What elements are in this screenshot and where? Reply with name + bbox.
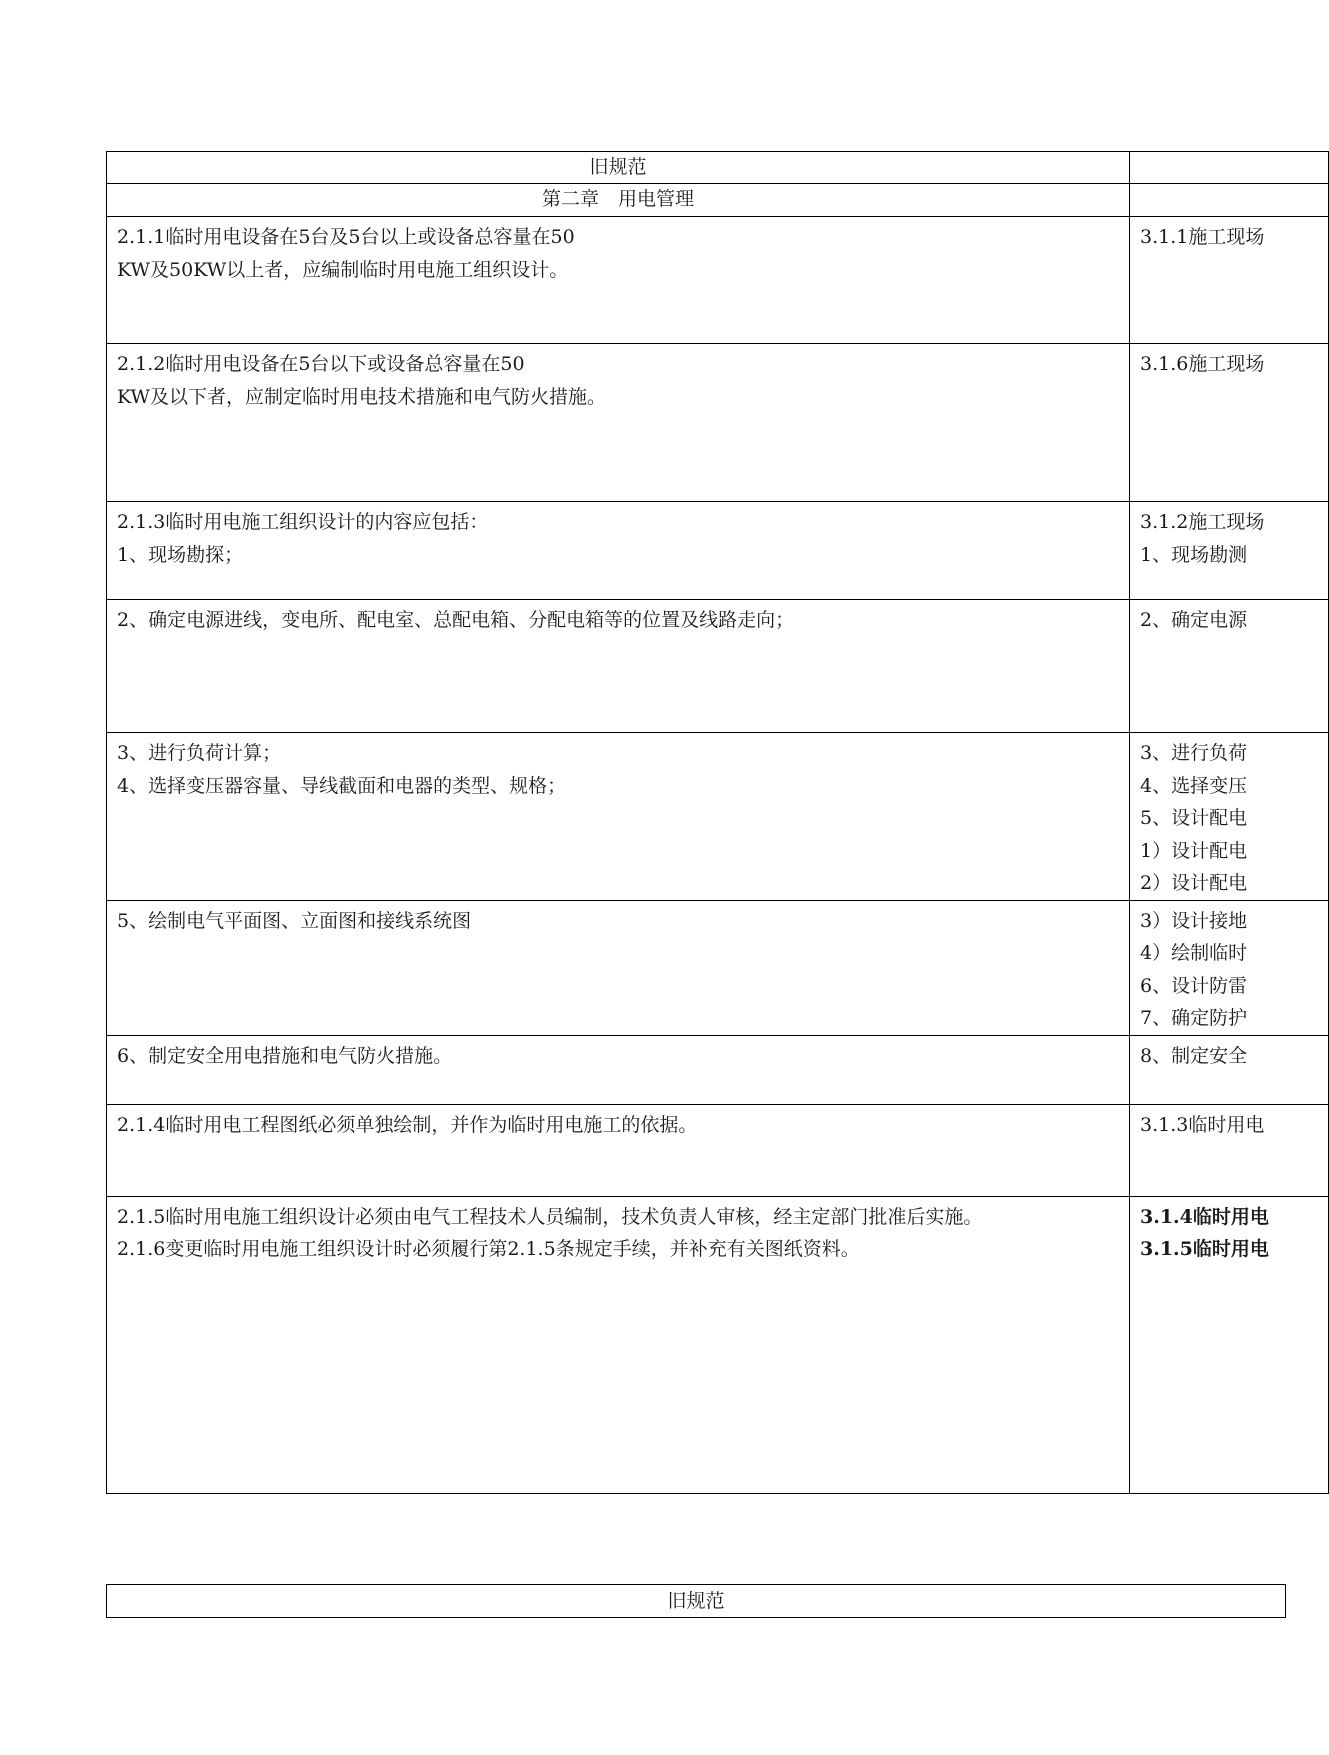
new-spec-line: 4）绘制临时 [1140,942,1248,964]
old-spec-line: 2.1.1临时用电设备在5台及5台以上或设备总容量在50 [117,226,575,248]
old-spec-cell [107,900,1130,1035]
new-spec-cell [1130,217,1329,344]
new-spec-cell [1130,900,1329,1035]
table-row [107,344,1329,502]
chapter-title-new [1130,184,1329,217]
table-row [107,1104,1329,1196]
old-spec-line: 2、确定电源进线，变电所、配电室、总配电箱、分配电箱等的位置及线路走向； [117,609,795,631]
table-row [107,502,1329,600]
table-header-row [107,152,1329,184]
old-spec-cell [107,600,1130,733]
old-spec-line: 2.1.5临时用电施工组织设计必须由电气工程技术人员编制，技术负责人审核，经主定部门批准后实施。 [117,1205,983,1228]
new-spec-cell [1130,344,1329,502]
spec-comparison-table [106,151,1329,1494]
new-spec-line: 1、现场勘测 [1140,543,1248,566]
new-spec-cell [1130,502,1329,600]
new-spec-cell [1130,1035,1329,1104]
old-spec-cell [107,502,1130,600]
new-spec-line: 8、制定安全 [1140,1044,1248,1067]
new-spec-cell [1130,600,1329,733]
table-row [107,600,1329,733]
new-spec-line: 5、设计配电 [1140,807,1248,829]
old-spec-line: 2.1.4临时用电工程图纸必须单独绘制，并作为临时用电施工的依据。 [117,1113,698,1136]
new-spec-line: 3、进行负荷 [1140,742,1248,764]
new-spec-cell [1130,733,1329,901]
table-row [107,900,1329,1035]
new-spec-line: 3.1.4临时用电 [1140,1205,1269,1228]
new-spec-line: 3.1.2施工现场 [1140,511,1265,533]
old-spec-cell [107,344,1130,502]
table-header-row [107,1585,1286,1618]
old-spec-line: KW及以下者，应制定临时用电技术措施和电气防火措施。 [117,385,607,408]
new-spec-cell [1130,1104,1329,1196]
old-spec-line: 3、进行负荷计算； [117,742,282,764]
old-spec-line: KW及50KW以上者，应编制临时用电施工组织设计。 [117,258,569,281]
old-spec-line: 2.1.6变更临时用电施工组织设计时必须履行第2.1.5条规定手续，并补充有关图纸资料。 [117,1238,860,1260]
old-spec-line: 5、绘制电气平面图、立面图和接线系统图 [117,909,472,932]
new-spec-line: 7、确定防护 [1140,1007,1248,1029]
old-spec-line: 2.1.2临时用电设备在5台以下或设备总容量在50 [117,353,525,375]
table-row [107,1035,1329,1104]
new-spec-line: 1）设计配电 [1140,839,1248,862]
old-spec-cell [107,1104,1130,1196]
new-spec-line: 2）设计配电 [1140,872,1248,894]
old-spec-line: 4、选择变压器容量、导线截面和电器的类型、规格； [117,774,567,797]
new-spec-line: 4、选择变压 [1140,774,1248,797]
old-spec-line: 1、现场勘探； [117,543,244,566]
new-spec-header [1130,152,1329,184]
table-row [107,217,1329,344]
new-spec-line: 3.1.5临时用电 [1140,1238,1269,1260]
new-spec-line: 6、设计防雷 [1140,974,1248,997]
new-spec-line: 3.1.3临时用电 [1140,1113,1265,1136]
table-row [107,733,1329,901]
old-spec-cell [107,1035,1130,1104]
old-spec-line: 2.1.3临时用电施工组织设计的内容应包括： [117,511,489,533]
table-row [107,1196,1329,1493]
old-spec-line: 6、制定安全用电措施和电气防火措施。 [117,1044,453,1067]
spec-comparison-table-2 [106,1584,1286,1618]
old-spec-header: 旧规范 [107,1585,1286,1618]
new-spec-cell [1130,1196,1329,1493]
old-spec-cell [107,217,1130,344]
new-spec-line: 3.1.1施工现场 [1140,226,1265,248]
chapter-row [107,184,1329,217]
chapter-title-old: 第二章 用电管理 [107,184,1130,217]
new-spec-line: 3）设计接地 [1140,909,1248,932]
new-spec-line: 3.1.6施工现场 [1140,353,1265,375]
old-spec-header: 旧规范 [107,152,1130,184]
new-spec-line: 2、确定电源 [1140,609,1248,631]
old-spec-cell [107,733,1130,901]
old-spec-cell [107,1196,1130,1493]
